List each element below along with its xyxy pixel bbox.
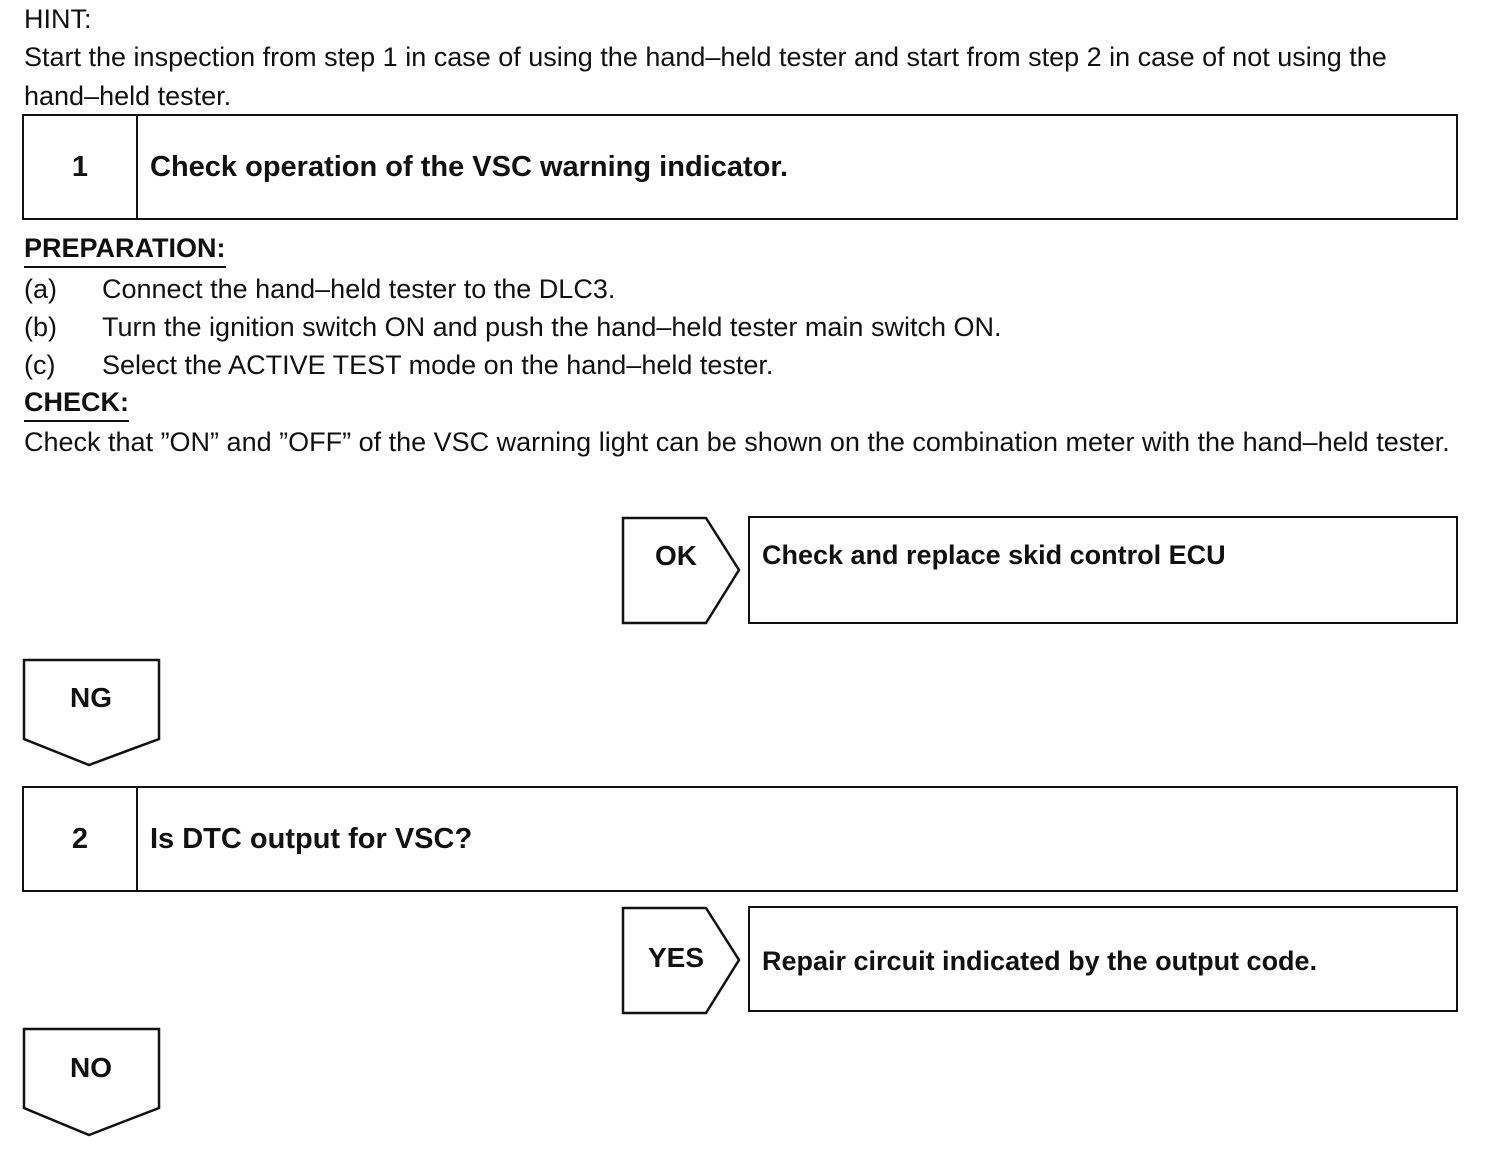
check-text: Check that ”ON” and ”OFF” of the VSC warning light can be shown on the combination meter with the hand–held tester. (24, 427, 1450, 457)
step-1-box (22, 114, 1458, 220)
step-1-number: 1 (24, 116, 138, 218)
hint-label: HINT: (24, 4, 92, 34)
preparation-heading (24, 232, 226, 268)
hint-text: Start the inspection from step 1 in case of using the hand–held tester and start from step 2 in case of not using the hand–held tester. (24, 42, 1387, 111)
prep-item-b-marker: (b) (24, 312, 57, 342)
prep-item-b-text: Turn the ignition switch ON and push the hand–held tester main switch ON. (102, 312, 1002, 342)
no-label: NO (70, 1052, 112, 1083)
ng-label: NG (70, 682, 112, 713)
ok-action-text: Check and replace skid control ECU (762, 540, 1226, 570)
check-label: CHECK: (24, 386, 129, 422)
step-2-box (22, 786, 1458, 892)
ok-label: OK (655, 540, 697, 571)
yes-action-text: Repair circuit indicated by the output code. (762, 946, 1318, 976)
prep-item-a-marker: (a) (24, 274, 57, 304)
prep-item-a-text: Connect the hand–held tester to the DLC3. (102, 274, 616, 304)
step-1-title: Check operation of the VSC warning indicator. (150, 150, 789, 183)
preparation-label: PREPARATION: (24, 232, 226, 268)
yes-label: YES (647, 942, 705, 973)
prep-item-c-text: Select the ACTIVE TEST mode on the hand–held tester. (102, 350, 774, 380)
step-2-number: 2 (24, 788, 138, 890)
ok-action-box (748, 516, 1458, 624)
step-2-title: Is DTC output for VSC? (150, 822, 473, 855)
prep-item-c-marker: (c) (24, 350, 56, 380)
check-heading (24, 386, 129, 422)
yes-action-box (748, 906, 1458, 1012)
